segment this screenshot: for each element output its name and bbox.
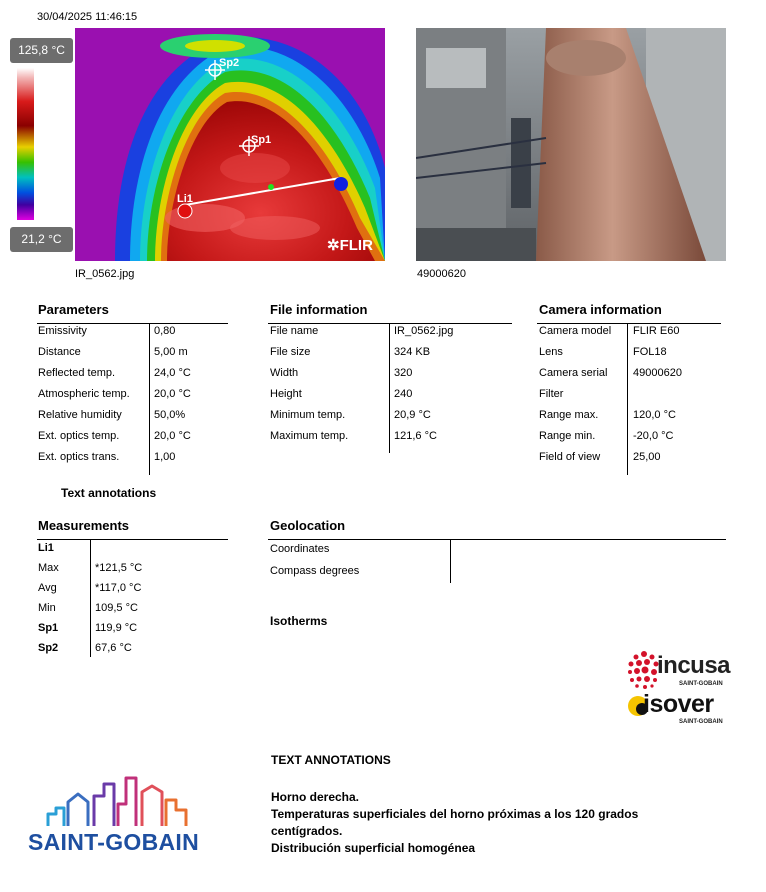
annotation-line: Temperaturas superficiales del horno próximas a los 120 grados centígrados. (271, 807, 639, 838)
annotation-line: Distribución superficial homogénea (271, 841, 476, 855)
isover-subbrand: SAINT-GOBAIN (679, 719, 723, 725)
table-row: Compass degrees (270, 565, 360, 577)
table-row: Emissivity 0,80 (38, 325, 176, 337)
table-row: Lens FOL18 (539, 346, 667, 358)
li1-marker-label: Li1 (177, 193, 193, 205)
thermal-image-caption: IR_0562.jpg (75, 268, 135, 280)
incusa-logo (627, 648, 731, 692)
file-info-title: File information (270, 302, 368, 317)
table-row: Sp1 119,9 °C (38, 622, 138, 634)
measurements-title: Measurements (38, 518, 130, 533)
table-row: Atmospheric temp. 20,0 °C (38, 388, 191, 400)
parameters-title: Parameters (38, 302, 109, 317)
incusa-dots-icon (627, 650, 661, 690)
table-row: Ext. optics temp. 20,0 °C (38, 430, 191, 442)
isover-wordmark: isover (643, 690, 714, 718)
annotations-title: TEXT ANNOTATIONS (271, 753, 391, 767)
table-row: File size 324 KB (270, 346, 431, 358)
table-row: Reflected temp. 24,0 °C (38, 367, 191, 379)
table-row: Range min. -20,0 °C (539, 430, 674, 442)
camera-info-table (539, 321, 719, 468)
camera-info-title: Camera information (539, 302, 662, 317)
table-row: Camera model FLIR E60 (539, 325, 680, 337)
geolocation-title: Geolocation (270, 518, 346, 533)
table-row: Minimum temp. 20,9 °C (270, 409, 431, 421)
saint-gobain-buildings-icon (46, 774, 196, 828)
saint-gobain-wordmark: SAINT-GOBAIN (28, 829, 199, 855)
isotherms-title: Isotherms (270, 614, 328, 628)
geolocation-table (270, 538, 720, 582)
table-row: Maximum temp. 121,6 °C (270, 430, 437, 442)
table-row: File name IR_0562.jpg (270, 325, 454, 337)
table-row: Sp2 67,6 °C (38, 642, 132, 654)
annotation-line: Horno derecha. (271, 790, 360, 804)
table-row: Width 320 (270, 367, 413, 379)
incusa-wordmark: incusa (657, 652, 731, 679)
scale-min-label: 21,2 °C (10, 227, 73, 252)
color-scale-bar (17, 68, 34, 220)
table-row: Range max. 120,0 °C (539, 409, 676, 421)
measurements-table (38, 538, 228, 658)
photo-caption: 49000620 (417, 268, 466, 280)
incusa-subbrand: SAINT-GOBAIN (679, 681, 723, 687)
saint-gobain-logo (26, 774, 218, 858)
sp1-marker-label: Sp1 (251, 134, 272, 146)
table-row: Relative humidity 50,0% (38, 409, 186, 421)
file-info-table (270, 321, 510, 447)
table-row: Ext. optics trans. 1,00 (38, 451, 176, 463)
flir-watermark (327, 236, 373, 254)
scale-max-label: 125,8 °C (10, 38, 73, 63)
flir-logo-icon: ✲ (327, 237, 340, 254)
table-row: Filter (539, 388, 564, 400)
table-row: Avg *117,0 °C (38, 582, 142, 594)
thermal-image (75, 28, 385, 261)
table-row: Max *121,5 °C (38, 562, 143, 574)
sp2-marker-label: Sp2 (219, 57, 240, 69)
parameters-table (38, 321, 228, 468)
table-row: Field of view 25,00 (539, 451, 661, 463)
timestamp: 30/04/2025 11:46:15 (37, 11, 138, 23)
annotations-body (271, 789, 691, 857)
flir-brand-text: FLIR (339, 237, 373, 254)
table-row: Coordinates (270, 543, 330, 555)
table-row: Height 240 (270, 388, 413, 400)
visual-photo (416, 28, 726, 261)
text-annotations-heading: Text annotations (61, 486, 157, 500)
table-row: Min 109,5 °C (38, 602, 138, 614)
table-row: Distance 5,00 m (38, 346, 188, 358)
table-row: Li1 (38, 542, 54, 554)
table-row: Camera serial 49000620 (539, 367, 682, 379)
isover-logo (627, 690, 727, 727)
